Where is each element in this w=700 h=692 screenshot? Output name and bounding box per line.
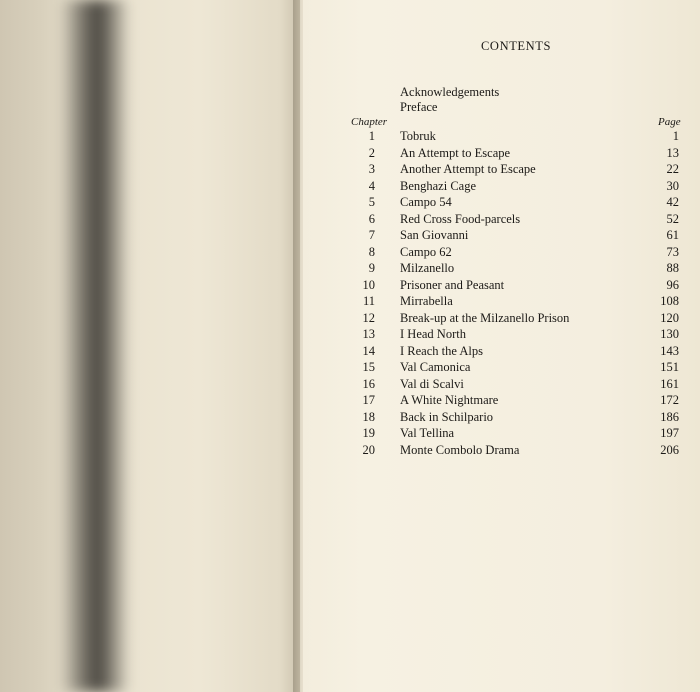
chapter-page: 172 xyxy=(660,393,679,407)
chapter-page: 161 xyxy=(660,376,679,391)
chapter-title: Red Cross Food-parcels xyxy=(400,211,521,226)
chapter-number: 7 xyxy=(368,228,375,242)
chapter-title: Prisoner and Peasant xyxy=(400,277,505,292)
chapter-title: Another Attempt to Escape xyxy=(400,162,536,176)
toc-row xyxy=(303,161,700,177)
chapter-title: Val Camonica xyxy=(400,360,471,374)
chapter-number: 13 xyxy=(362,327,375,341)
chapter-title: Val di Scalvi xyxy=(400,376,464,391)
toc-row xyxy=(303,310,700,326)
toc-row xyxy=(303,392,700,408)
chapter-number: 10 xyxy=(362,277,375,292)
toc-row xyxy=(303,293,700,309)
chapter-number: 19 xyxy=(362,426,375,440)
chapter-title: San Giovanni xyxy=(400,228,469,242)
toc-row xyxy=(303,359,700,375)
chapter-number: 18 xyxy=(362,409,375,424)
chapter-title: Mirrabella xyxy=(400,294,453,308)
chapter-number: 1 xyxy=(368,129,375,143)
front-matter-preface: Preface xyxy=(400,100,438,114)
contents-heading: CONTENTS xyxy=(481,39,552,53)
contents-page xyxy=(303,0,700,692)
chapter-title: Campo 62 xyxy=(400,244,452,259)
chapter-page: 13 xyxy=(666,145,679,160)
toc-row xyxy=(303,376,700,392)
page-column-header: Page xyxy=(658,116,681,128)
binding-shadow xyxy=(60,0,130,692)
chapter-number: 15 xyxy=(362,360,375,374)
toc-row xyxy=(303,227,700,243)
toc-row xyxy=(303,260,700,276)
chapter-title: Milzanello xyxy=(400,261,455,275)
chapter-number: 6 xyxy=(368,211,375,226)
chapter-title: I Head North xyxy=(400,327,466,341)
chapter-page: 30 xyxy=(666,178,679,193)
left-page xyxy=(0,0,300,692)
chapter-page: 108 xyxy=(660,294,679,308)
chapter-title: Tobruk xyxy=(400,129,436,143)
chapter-number: 11 xyxy=(362,294,375,308)
chapter-title: Benghazi Cage xyxy=(400,178,477,193)
chapter-title: Back in Schilpario xyxy=(400,409,494,424)
chapter-page: 52 xyxy=(666,211,679,226)
chapter-page: 88 xyxy=(666,261,679,275)
chapter-page: 120 xyxy=(660,310,679,325)
chapter-title: I Reach the Alps xyxy=(400,343,483,358)
chapter-title: Break-up at the Milzanello Prison xyxy=(400,310,570,325)
toc-row xyxy=(303,326,700,342)
chapter-page: 151 xyxy=(660,360,679,374)
toc-row xyxy=(303,145,700,161)
chapter-page: 143 xyxy=(660,343,679,358)
chapter-number: 2 xyxy=(368,145,375,160)
toc-row xyxy=(303,128,700,144)
chapter-page: 61 xyxy=(666,228,679,242)
chapter-page: 42 xyxy=(666,195,679,209)
toc-row xyxy=(303,442,700,458)
chapter-page: 96 xyxy=(666,277,679,292)
chapter-page: 130 xyxy=(660,327,679,341)
chapter-page: 197 xyxy=(660,426,679,440)
chapter-page: 1 xyxy=(672,129,679,143)
toc-row xyxy=(303,343,700,359)
chapter-number: 20 xyxy=(362,442,375,457)
chapter-page: 186 xyxy=(660,409,679,424)
chapter-title: Monte Combolo Drama xyxy=(400,442,520,457)
chapter-page: 22 xyxy=(666,162,679,176)
front-matter-acknowledgements: Acknowledgements xyxy=(400,85,500,99)
toc-row xyxy=(303,244,700,260)
chapter-page: 206 xyxy=(660,442,679,457)
chapter-title: Campo 54 xyxy=(400,195,452,209)
chapter-title: A White Nightmare xyxy=(400,393,499,407)
chapter-number: 17 xyxy=(362,393,375,407)
chapter-page: 73 xyxy=(666,244,679,259)
toc-row xyxy=(303,277,700,293)
chapter-number: 16 xyxy=(362,376,375,391)
chapter-number: 4 xyxy=(368,178,375,193)
chapter-number: 5 xyxy=(368,195,375,209)
chapter-number: 14 xyxy=(362,343,375,358)
toc-row xyxy=(303,211,700,227)
chapter-number: 12 xyxy=(362,310,375,325)
chapter-column-header: Chapter xyxy=(351,116,388,128)
chapter-title: An Attempt to Escape xyxy=(400,145,511,160)
chapter-number: 8 xyxy=(368,244,375,259)
chapter-number: 3 xyxy=(368,162,375,176)
toc-row xyxy=(303,409,700,425)
toc-row xyxy=(303,425,700,441)
toc-row xyxy=(303,178,700,194)
chapter-number: 9 xyxy=(368,261,375,275)
chapter-title: Val Tellina xyxy=(400,426,455,440)
toc-row xyxy=(303,194,700,210)
